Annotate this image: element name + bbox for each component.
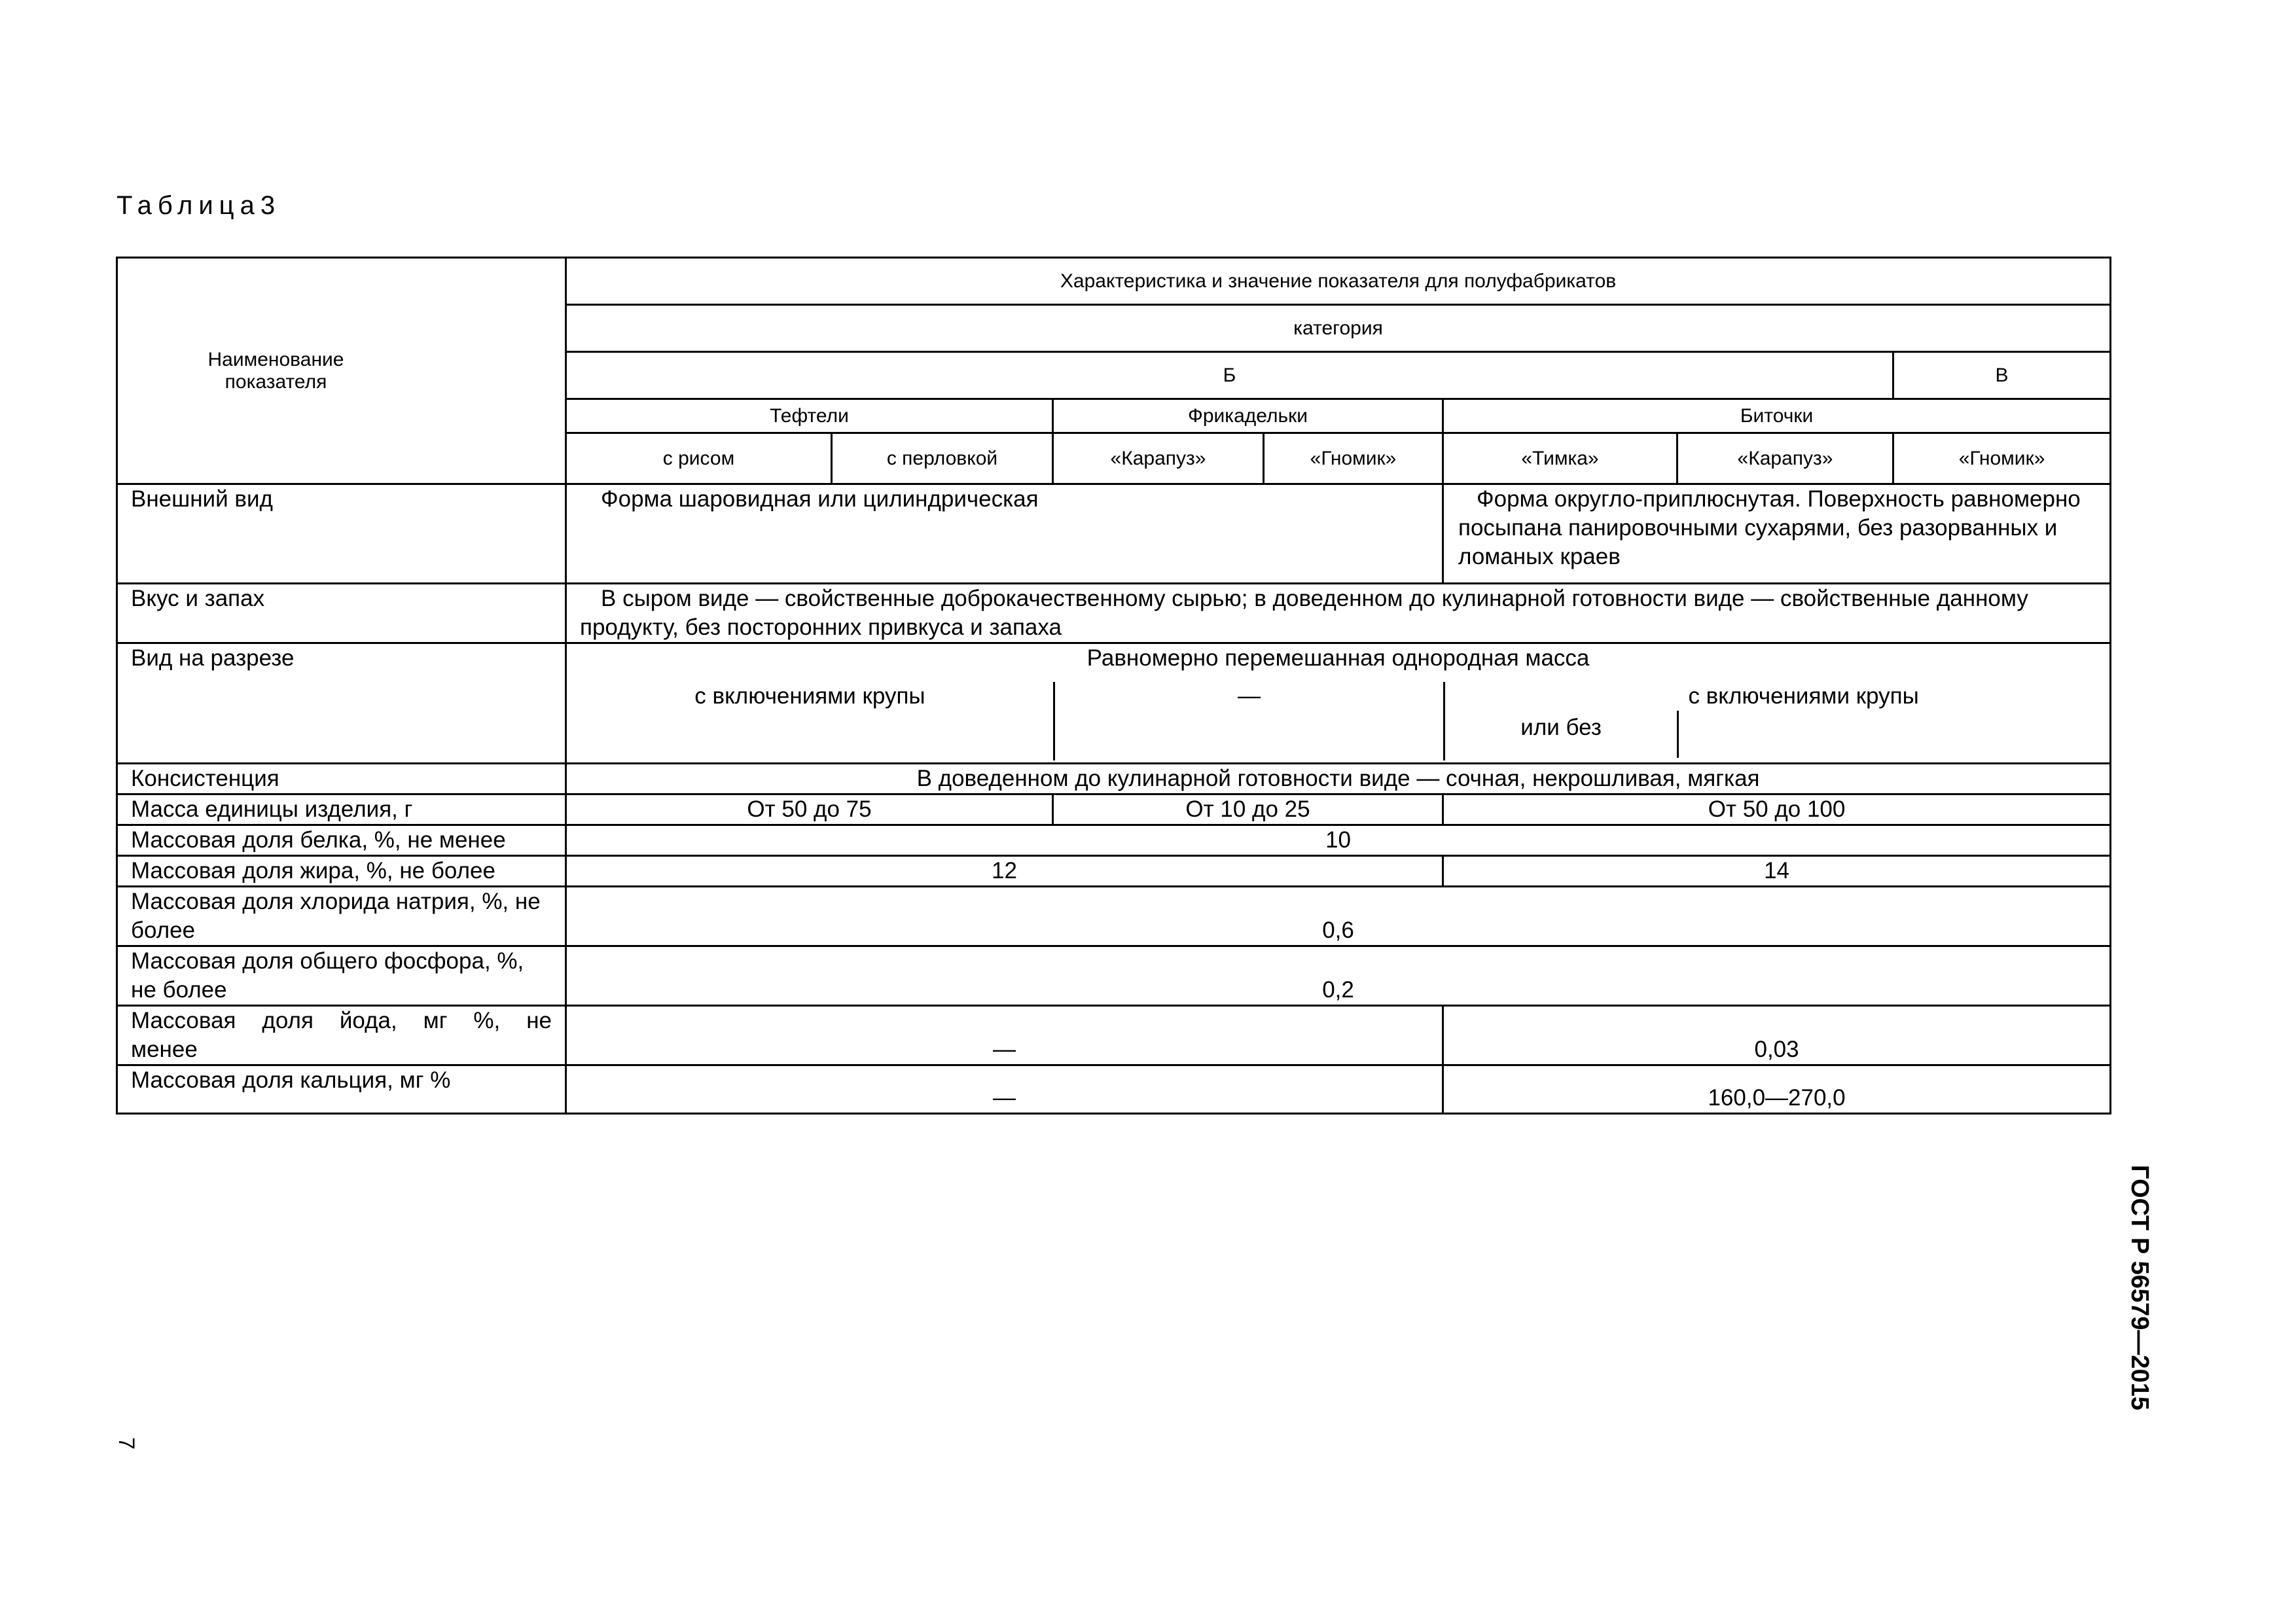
row-label-section: Вид на разрезе	[117, 643, 566, 764]
consistency-value: В доведенном до кулинарной готовности виде — сочная, некрошливая, мягкая	[566, 764, 2111, 794]
phosphorus-value: 0,2	[566, 946, 2111, 1006]
header-product: с перловкой	[832, 433, 1053, 484]
protein-value: 10	[566, 825, 2111, 856]
mass-value-frikadelki: От 10 до 25	[1053, 794, 1443, 825]
row-label-mass: Масса единицы изделия, г	[117, 794, 566, 825]
document-code: ГОСТ Р 56579—2015	[2126, 1165, 2153, 1410]
row-label-iodine	[117, 1006, 566, 1065]
calcium-value-left: —	[566, 1065, 1443, 1114]
header-group-teftely: Тефтели	[566, 399, 1053, 433]
header-group-bitochki: Биточки	[1443, 399, 2111, 433]
appearance-right-value: Форма округло-приплюснутая. Поверхность равномерно посыпана панировочными сухарями, без разорванных и ломаных краев	[1443, 484, 2111, 584]
iodine-value-right: 0,03	[1443, 1006, 2111, 1065]
row-label-appearance: Внешний вид	[117, 484, 566, 584]
section-value-b: —	[1054, 682, 1444, 760]
mass-value-bitochki: От 50 до 100	[1443, 794, 2111, 825]
row-label-consistency: Консистенция	[117, 764, 566, 794]
header-product: «Гномик»	[1893, 433, 2111, 484]
mass-value-teftely: От 50 до 75	[566, 794, 1053, 825]
table-caption: Таблица3	[117, 191, 281, 220]
section-value-c: с включениями крупы	[1688, 683, 1919, 709]
calcium-value-right: 160,0—270,0	[1443, 1065, 2111, 1114]
row-label-fat: Массовая доля жира, %, не более	[117, 856, 566, 887]
section-value-a: с включениями крупы	[694, 683, 925, 709]
page-number: 7	[114, 1437, 139, 1450]
row-label-calcium: Массовая доля кальция, мг %	[117, 1065, 566, 1114]
section-value-d-row	[1445, 711, 2109, 758]
iodine-label-line1: Массовая доля йода, мг %, не	[131, 1008, 552, 1033]
section-value-cell	[566, 643, 2111, 764]
header-product: «Тимка»	[1443, 433, 1677, 484]
header-category: категория	[566, 305, 2111, 352]
row-label-protein: Массовая доля белка, %, не менее	[117, 825, 566, 856]
header-category-v: В	[1893, 352, 2111, 399]
header-group-frikadelki: Фрикадельки	[1053, 399, 1443, 433]
header-product: «Карапуз»	[1677, 433, 1893, 484]
row-label-taste: Вкус и запах	[117, 584, 566, 643]
header-product: с рисом	[566, 433, 832, 484]
header-category-b: Б	[566, 352, 1893, 399]
indicators-table	[116, 257, 2111, 1115]
header-product: «Карапуз»	[1053, 433, 1264, 484]
section-common-value: Равномерно перемешанная однородная масса	[1086, 645, 1590, 671]
section-value-d: или без	[1520, 715, 1602, 740]
header-product: «Гномик»	[1264, 433, 1443, 484]
iodine-value-left: —	[566, 1006, 1443, 1065]
iodine-label-line2: менее	[131, 1037, 198, 1062]
row-label-chloride: Массовая доля хлорида натрия, %, не более	[117, 887, 566, 946]
taste-value: В сыром виде — свойственные доброкачественному сырью; в доведенном до кулинарной готовности виде — свойственные данному продукту, без посторонних привкуса и запаха	[566, 584, 2111, 643]
fat-value-left: 12	[566, 856, 1443, 887]
section-subtable	[567, 682, 2109, 760]
chloride-value: 0,6	[566, 887, 2111, 946]
appearance-left-value: Форма шаровидная или цилиндрическая	[566, 484, 1443, 584]
header-characteristic: Характеристика и значение показателя для полуфабрикатов	[566, 258, 2111, 305]
section-value-c-cell	[1444, 682, 2110, 760]
header-indicator-name: Наименование показателя	[117, 258, 566, 484]
row-label-phosphorus: Массовая доля общего фосфора, %, не более	[117, 946, 566, 1006]
fat-value-right: 14	[1443, 856, 2111, 887]
section-divider	[1677, 711, 2109, 758]
